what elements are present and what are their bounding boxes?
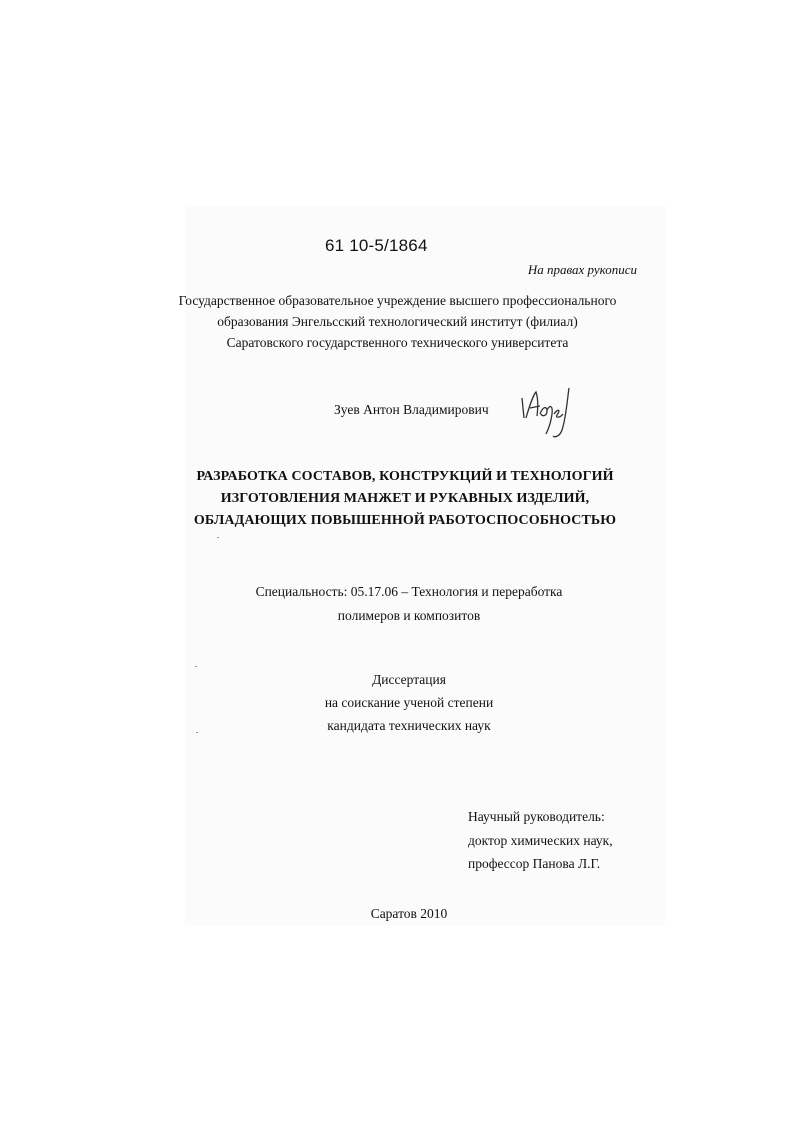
degree-line: кандидата технических наук bbox=[327, 718, 491, 733]
handwritten-signature bbox=[516, 384, 576, 444]
supervisor-line: профессор Панова Л.Г. bbox=[468, 856, 601, 871]
institution-line: Саратовского государственного технического университета bbox=[226, 335, 569, 350]
supervisor-line: Научный руководитель: bbox=[468, 809, 605, 824]
title-line: РАЗРАБОТКА СОСТАВОВ, КОНСТРУКЦИЙ И ТЕХНОЛОГИЙ bbox=[196, 469, 614, 484]
degree-line: на соискание ученой степени bbox=[324, 695, 494, 710]
specialty-line: полимеров и композитов bbox=[337, 608, 481, 623]
supervisor-block bbox=[468, 805, 613, 876]
specialty-line: Специальность: 05.17.06 – Технология и переработка bbox=[255, 584, 563, 599]
dissertation-title bbox=[0, 466, 795, 532]
author-name: Зуев Антон Владимирович bbox=[334, 402, 489, 417]
supervisor-line: доктор химических наук, bbox=[468, 832, 613, 848]
degree-line: Диссертация bbox=[372, 672, 446, 687]
title-line: ИЗГОТОВЛЕНИЯ МАНЖЕТ И РУКАВНЫХ ИЗДЕЛИЙ, bbox=[220, 491, 590, 506]
scan-speck bbox=[217, 537, 219, 538]
rights-note: На правах рукописи bbox=[527, 262, 637, 277]
scan-speck bbox=[195, 666, 197, 667]
institution-line: Государственное образовательное учреждение высшего профессионального bbox=[178, 293, 617, 308]
institution-line: образования Энгельсский технологический институт (филиал) bbox=[217, 314, 578, 329]
archive-number: 61 10-5/1864 bbox=[325, 236, 428, 255]
institution-block bbox=[0, 290, 795, 353]
city-year: Саратов 2010 bbox=[370, 906, 448, 921]
degree-block bbox=[0, 668, 795, 737]
scan-speck bbox=[196, 732, 198, 733]
title-line: ОБЛАДАЮЩИХ ПОВЫШЕННОЙ РАБОТОСПОСОБНОСТЬЮ bbox=[193, 513, 617, 528]
specialty-block bbox=[0, 580, 795, 628]
